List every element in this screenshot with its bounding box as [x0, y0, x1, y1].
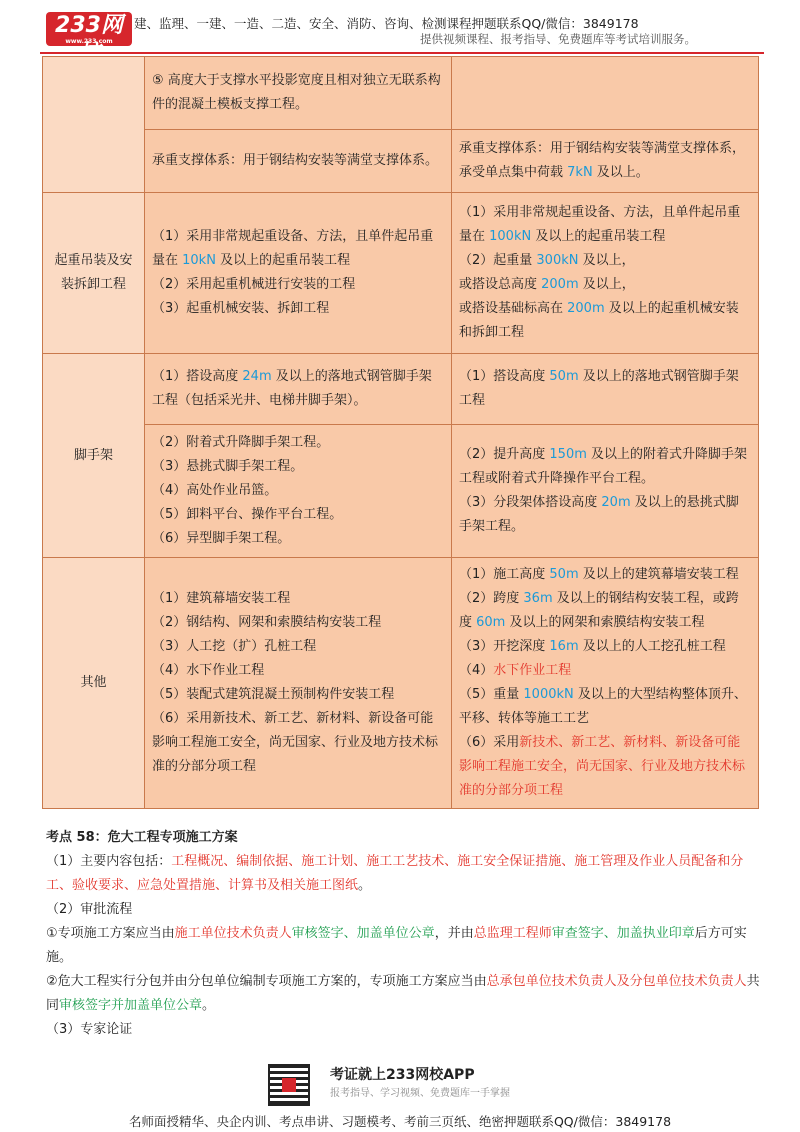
text-segment: （4）: [459, 663, 494, 678]
highlight-text: 10kN: [182, 253, 216, 268]
text-segment: （3）悬挑式脚手架工程。: [152, 459, 304, 474]
paragraph: [152, 611, 444, 635]
logo-sub: www.233.com: [65, 38, 113, 45]
paragraph: [152, 527, 444, 551]
cell: [452, 130, 759, 193]
text-segment: 及以上的起重吊装工程: [531, 229, 666, 244]
text-segment: （2）起重量: [459, 253, 537, 268]
text-segment: 。: [358, 878, 372, 893]
cell: [145, 130, 452, 193]
category-crane: 起重吊装及安装拆卸工程: [43, 193, 145, 354]
highlight-text: 审核签字并加盖单位公章: [59, 998, 203, 1013]
text-segment: 承重支撑体系：用于钢结构安装等满堂支撑体系，承受单点集中荷载: [459, 141, 746, 180]
text-segment: 及以上的钢结构安装工程，或跨度: [459, 591, 739, 630]
text-segment: （6）异型脚手架工程。: [152, 531, 291, 546]
text-segment: （3）开挖深度: [459, 639, 550, 654]
cell: [145, 354, 452, 425]
paragraph: [459, 635, 751, 659]
paragraph: [459, 491, 751, 539]
page-header: [0, 0, 800, 52]
text-segment: ，并由: [434, 926, 474, 941]
paragraph: [152, 479, 444, 503]
text-segment: 及以上的悬挑式脚手架工程。: [459, 495, 739, 534]
text-segment: （3）专家论证: [46, 1022, 133, 1037]
paragraph: [459, 273, 751, 297]
header-rule: [40, 52, 764, 54]
text-segment: ⑤ 高度大于支撑水平投影宽度且相对独立无联系构件的混凝土模板支撑工程。: [152, 73, 441, 112]
text-segment: ②危大工程实行分包并由分包单位编制专项施工方案的，专项施工方案应当由: [46, 974, 487, 989]
text-segment: 及以上的网架和索膜结构安装工程: [505, 615, 705, 630]
text-segment: （4）水下作业工程: [152, 663, 265, 678]
highlight-text: 60m: [476, 615, 506, 630]
highlight-text: 总承包单位技术负责人及分包单位技术负责人: [486, 974, 747, 989]
paragraph: [152, 431, 444, 455]
text-segment: 或搭设基础标高在: [459, 301, 568, 316]
paragraph: [459, 683, 751, 731]
paragraph: [152, 503, 444, 527]
text-segment: （6）采用新技术、新工艺、新材料、新设备可能影响工程施工安全，尚无国家、行业及地方技术标准的分部分项工程: [152, 711, 439, 774]
paragraph: [152, 365, 444, 413]
highlight-text: 水下作业工程: [493, 663, 572, 678]
paragraph: [459, 297, 751, 345]
table-row: [43, 354, 759, 425]
text-segment: （3）分段架体搭设高度: [459, 495, 602, 510]
text-segment: （1）建筑幕墙安装工程: [152, 591, 291, 606]
paragraph: [46, 898, 762, 922]
text-segment: （1）采用非常规起重设备、方法，且单件起吊重量在: [459, 205, 741, 244]
text-segment: （5）重量: [459, 687, 524, 702]
paragraph: [152, 273, 444, 297]
paragraph: [152, 587, 444, 611]
highlight-text: 24m: [242, 369, 272, 384]
category-cell-empty: [43, 57, 145, 193]
category-scaffold: 脚手架: [43, 354, 145, 558]
logo-text: 233网: [55, 13, 123, 38]
text-segment: 及以上的附着式升降脚手架工程或附着式升降操作平台工程。: [459, 447, 748, 486]
table-row: [43, 57, 759, 130]
text-segment: 。: [202, 998, 216, 1013]
text-segment: 及以上的起重机械安装和拆卸工程: [459, 301, 739, 340]
footer-title: 考证就上233网校APP: [330, 1067, 475, 1083]
text-segment: （1）搭设高度: [459, 369, 550, 384]
highlight-text: 200m: [567, 301, 605, 316]
header-line2: 提供视频课程、报考指导、免费题库等考试培训服务。: [420, 32, 696, 46]
text-segment: （1）采用非常规起重设备、方法，且单件起吊重量在: [152, 229, 434, 268]
highlight-text: 150m: [549, 447, 587, 462]
paragraph: [459, 365, 751, 413]
qr-code-icon: [268, 1064, 310, 1106]
text-segment: 及以上。: [592, 165, 649, 180]
paragraph: [152, 635, 444, 659]
cell: [145, 425, 452, 558]
category-other: 其他: [43, 558, 145, 809]
text-segment: （2）提升高度: [459, 447, 550, 462]
highlight-text: 1000kN: [523, 687, 574, 702]
highlight-text: 16m: [549, 639, 579, 654]
text-segment: 及以上的落地式钢管脚手架工程: [459, 369, 739, 408]
text-segment: （4）高处作业吊篮。: [152, 483, 278, 498]
highlight-text: 施工单位技术负责人: [174, 926, 292, 941]
table-row: [43, 193, 759, 354]
paragraph: [459, 201, 751, 249]
footer-subtitle: 报考指导、学习视频、免费题库一手掌握: [330, 1088, 510, 1099]
text-segment: 及以上的起重吊装工程: [215, 253, 351, 268]
table-row: [43, 130, 759, 193]
text-segment: 及以上的建筑幕墙安装工程: [578, 567, 739, 582]
text-segment: 及以上的大型结构整体顶升、平移、转体等施工工艺: [459, 687, 747, 726]
paragraph: [459, 443, 751, 491]
text-segment: （1）主要内容包括：: [46, 854, 172, 869]
text-segment: 及以上的人工挖孔桩工程: [578, 639, 726, 654]
cell: [452, 57, 759, 130]
text-segment: （2）跨度: [459, 591, 524, 606]
highlight-text: 总监理工程师: [473, 926, 552, 941]
highlight-text: 100kN: [489, 229, 532, 244]
text-segment: （5）装配式建筑混凝土预制构件安装工程: [152, 687, 395, 702]
page-footer: [0, 1056, 800, 1132]
highlight-text: 200m: [541, 277, 579, 292]
text-segment: 或搭设总高度: [459, 277, 542, 292]
footer-contact: 名师面授精华、央企内训、考点串讲、习题模考、考前三页纸、绝密押题联系QQ/微信：3849178: [128, 1114, 672, 1129]
highlight-text: 300kN: [536, 253, 579, 268]
text-segment: （5）卸料平台、操作平台工程。: [152, 507, 343, 522]
paragraph: [46, 970, 762, 1018]
text-segment: （2）采用起重机械进行安装的工程: [152, 277, 356, 292]
table-row: [43, 425, 759, 558]
text-segment: 及以上的落地式钢管脚手架工程（包括采光井、电梯井脚手架）。: [152, 369, 432, 408]
cell: [452, 425, 759, 558]
text-segment: 及以上，: [578, 277, 635, 292]
cell: [452, 354, 759, 425]
paragraph: [152, 683, 444, 707]
cell: [145, 193, 452, 354]
cell: [145, 558, 452, 809]
text-segment: （2）附着式升降脚手架工程。: [152, 435, 330, 450]
header-line1: 建、监理、一建、一造、二造、安全、消防、咨询、检测课程押题联系QQ/微信：3849178: [134, 16, 639, 31]
text-segment: （3）起重机械安装、拆卸工程: [152, 301, 330, 316]
paragraph: [459, 249, 751, 273]
paragraph: [46, 1018, 762, 1042]
paragraph: [46, 850, 762, 898]
section-title: 考点 58：危大工程专项施工方案: [46, 830, 238, 845]
table-row: [43, 558, 759, 809]
paragraph: [152, 297, 444, 321]
text-segment: （2）审批流程: [46, 902, 133, 917]
paragraph: [459, 587, 751, 635]
text-segment: 承重支撑体系：用于钢结构安装等满堂支撑体系。: [152, 153, 439, 168]
text-segment: （6）采用: [459, 735, 520, 750]
text-segment: （2）钢结构、网架和索膜结构安装工程: [152, 615, 382, 630]
cell: [452, 193, 759, 354]
paragraph: [152, 455, 444, 479]
text-segment: 及以上，: [578, 253, 635, 268]
paragraph: [152, 707, 444, 779]
highlight-text: 审核签字、加盖单位公章: [291, 926, 435, 941]
text-segment: （1）施工高度: [459, 567, 550, 582]
paragraph: [459, 659, 751, 683]
paragraph: [152, 225, 444, 273]
cell: [452, 558, 759, 809]
logo: [46, 12, 132, 46]
highlight-text: 审查签字、加盖执业印章: [551, 926, 695, 941]
highlight-text: 36m: [523, 591, 553, 606]
highlight-text: 7kN: [567, 165, 593, 180]
text-segment: （1）搭设高度: [152, 369, 243, 384]
key-point-section: [46, 826, 762, 1042]
project-table: [42, 56, 759, 809]
text-segment: （3）人工挖（扩）孔桩工程: [152, 639, 317, 654]
highlight-text: 50m: [549, 567, 579, 582]
text-segment: 共同: [46, 974, 760, 1013]
highlight-text: 新技术、新工艺、新材料、新设备可能影响工程施工安全，尚无国家、行业及地方技术标准的分部分项工程: [459, 735, 746, 798]
highlight-text: 20m: [601, 495, 631, 510]
paragraph: [152, 659, 444, 683]
highlight-text: 50m: [549, 369, 579, 384]
highlight-text: 工程概况、编制依据、施工计划、施工工艺技术、施工安全保证措施、施工管理及作业人员配备和分工、验收要求、应急处置措施、计算书及相关施工图纸: [46, 854, 744, 893]
text-segment: 后方可实施。: [46, 926, 747, 965]
paragraph: [46, 922, 762, 970]
cell: [145, 57, 452, 130]
paragraph: [459, 731, 751, 803]
paragraph: [459, 563, 751, 587]
text-segment: ①专项施工方案应当由: [46, 926, 175, 941]
